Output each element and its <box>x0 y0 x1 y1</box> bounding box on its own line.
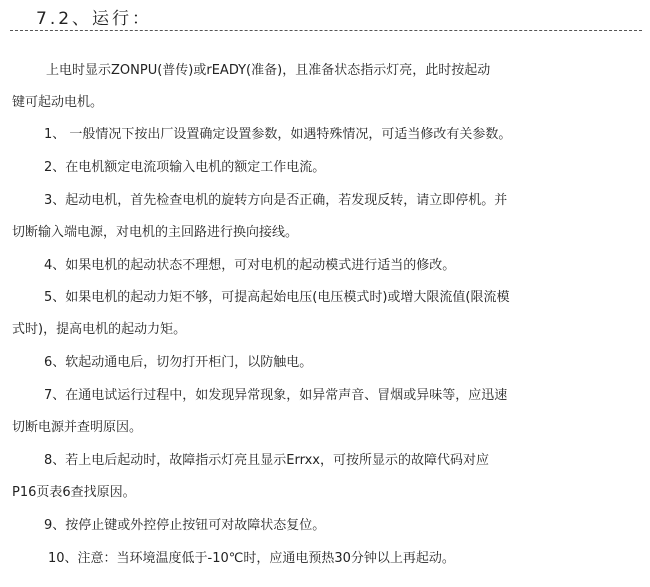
paragraph-line: 切断电源并查明原因。 <box>12 420 143 435</box>
paragraph-line: 8、若上电后起动时，故障指示灯亮且显示Errxx，可按所显示的故障代码对应 <box>44 453 489 468</box>
section-title: 7.2、运行： <box>36 9 153 29</box>
paragraph-line: 9、按停止键或外控停止按钮可对故障状态复位。 <box>44 518 326 533</box>
paragraph-line: 上电时显示ZONPU(普传)或rEADY(准备)，且准备状态指示灯亮，此时按起动 <box>46 63 491 78</box>
paragraph-line: 5、如果电机的起动力矩不够，可提高起始电压(电压模式时)或增大限流值(限流模 <box>44 290 510 305</box>
paragraph-line: 4、如果电机的起动状态不理想，可对电机的起动模式进行适当的修改。 <box>44 258 456 273</box>
paragraph-line: 切断输入端电源，对电机的主回路进行换向接线。 <box>12 225 299 240</box>
paragraph-line: 2、在电机额定电流项输入电机的额定工作电流。 <box>44 160 326 175</box>
paragraph-line: 7、在通电试运行过程中，如发现异常现象，如异常声音、冒烟或异味等，应迅速 <box>44 388 508 403</box>
paragraph-line: P16页表6查找原因。 <box>12 485 136 500</box>
paragraph-line: 3、起动电机，首先检查电机的旋转方向是否正确，若发现反转，请立即停机。并 <box>44 193 508 208</box>
paragraph-line: 6、软起动通电后，切勿打开柜门，以防触电。 <box>44 355 313 370</box>
paragraph-line: 键可起动电机。 <box>12 95 104 110</box>
paragraph-line: 式时)，提高电机的起动力矩。 <box>12 322 187 337</box>
title-divider <box>10 30 642 31</box>
paragraph-line: 1、 一般情况下按出厂设置确定设置参数，如遇特殊情况，可适当修改有关参数。 <box>44 127 512 142</box>
paragraph-line: 10、注意：当环境温度低于-10℃时，应通电预热30分钟以上再起动。 <box>48 551 455 566</box>
